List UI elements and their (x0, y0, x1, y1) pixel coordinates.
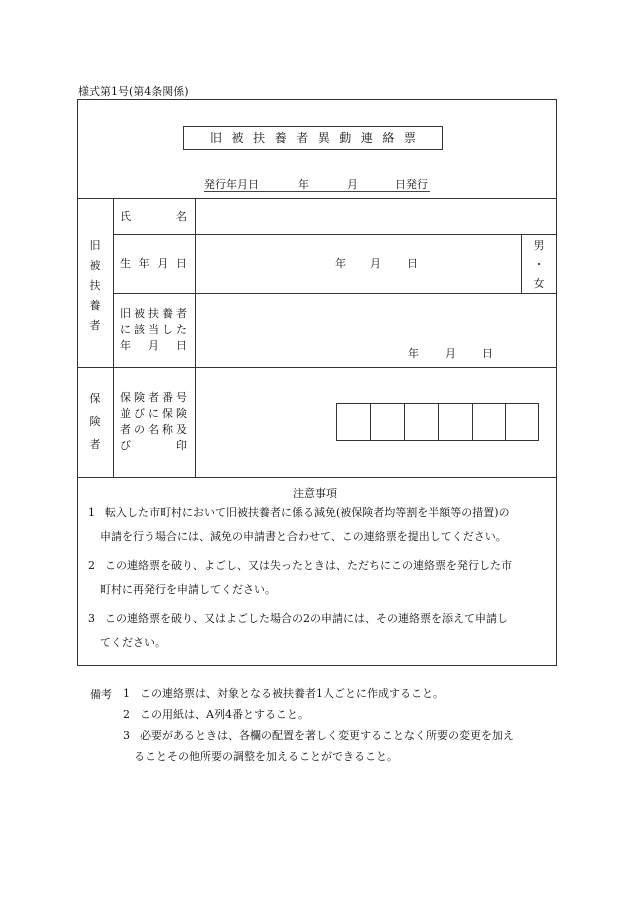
birth-day-label: 日 (407, 257, 418, 270)
title-box (183, 126, 443, 150)
insurer-number-digit-1[interactable] (337, 404, 371, 440)
dependent-date-field[interactable] (196, 294, 556, 367)
sex-separator: ・ (533, 258, 545, 271)
insurer-number-digit-4[interactable] (439, 404, 473, 440)
insurer-number-digit-5[interactable] (473, 404, 506, 440)
name-label: 氏 名 (120, 210, 187, 223)
name-field[interactable] (196, 199, 556, 234)
insurer-section-label: 保 険 者 (89, 392, 101, 451)
note-item: 3 この連絡票を破り、又はよごした場合の2の申請には、その連絡票を添えて申請し てください。 (88, 612, 508, 649)
issue-month-label: 月 (347, 178, 358, 191)
dependent-month-label: 月 (445, 347, 456, 360)
note-item: 1 転入した市町村において旧被扶養者に係る減免(被保険者均等割を半額等の措置)の 申請を行う場合には、減免の申請書と合わせて、この連絡票を提出してください。 (88, 506, 510, 543)
form-number: 様式第1号(第4条関係) (78, 85, 189, 98)
birth-month-label: 月 (370, 257, 381, 270)
sex-male[interactable]: 男 (533, 239, 545, 252)
remarks-label: 備考 (90, 688, 112, 701)
insurer-number-digit-6[interactable] (506, 404, 538, 440)
remark-item: 1 この連絡票は、対象となる被扶養者1人ごとに作成すること。 (123, 687, 444, 700)
form-title: 旧 被 扶 養 者 異 動 連 絡 票 (210, 131, 416, 145)
dependent-day-label: 日 (482, 347, 493, 360)
issue-date-label: 発行年月日 (204, 178, 259, 191)
notes-heading: 注意事項 (293, 487, 337, 500)
birth-date-field[interactable] (196, 235, 521, 293)
issue-day-label: 日発行 (395, 178, 428, 191)
notes-list (88, 501, 548, 655)
issue-year-label: 年 (298, 178, 309, 191)
person-section-label: 旧 被 扶 養 者 (89, 239, 101, 332)
remarks-list (123, 683, 553, 767)
insurer-number-digit-3[interactable] (405, 404, 439, 440)
dependent-year-label: 年 (408, 347, 419, 360)
insurer-field-label: 保 険 者 番 号 並 び に 保 険 者 の 名 称 及 び 印 (120, 391, 187, 452)
dependent-date-label: 旧 被 扶 養 者 に 該 当 し た 年 月 日 (120, 307, 187, 352)
remark-item: 3 必要があるときは、各欄の配置を著しく変更することなく所要の変更を加え ることその他所要の調整を加えることができること。 (123, 729, 514, 763)
remark-item: 2 この用紙は、A列4番とすること。 (123, 708, 309, 721)
note-item: 2 この連絡票を破り、よごし、又は失ったときは、ただちにこの連絡票を発行した市 町村に再発行を申請してください。 (88, 559, 512, 596)
birth-year-label: 年 (335, 257, 346, 270)
insurer-number-boxes (336, 403, 539, 441)
sex-selector[interactable] (522, 236, 556, 293)
insurer-number-digit-2[interactable] (371, 404, 405, 440)
birth-date-label: 生 年 月 日 (120, 257, 187, 270)
sex-female[interactable]: 女 (533, 277, 545, 290)
